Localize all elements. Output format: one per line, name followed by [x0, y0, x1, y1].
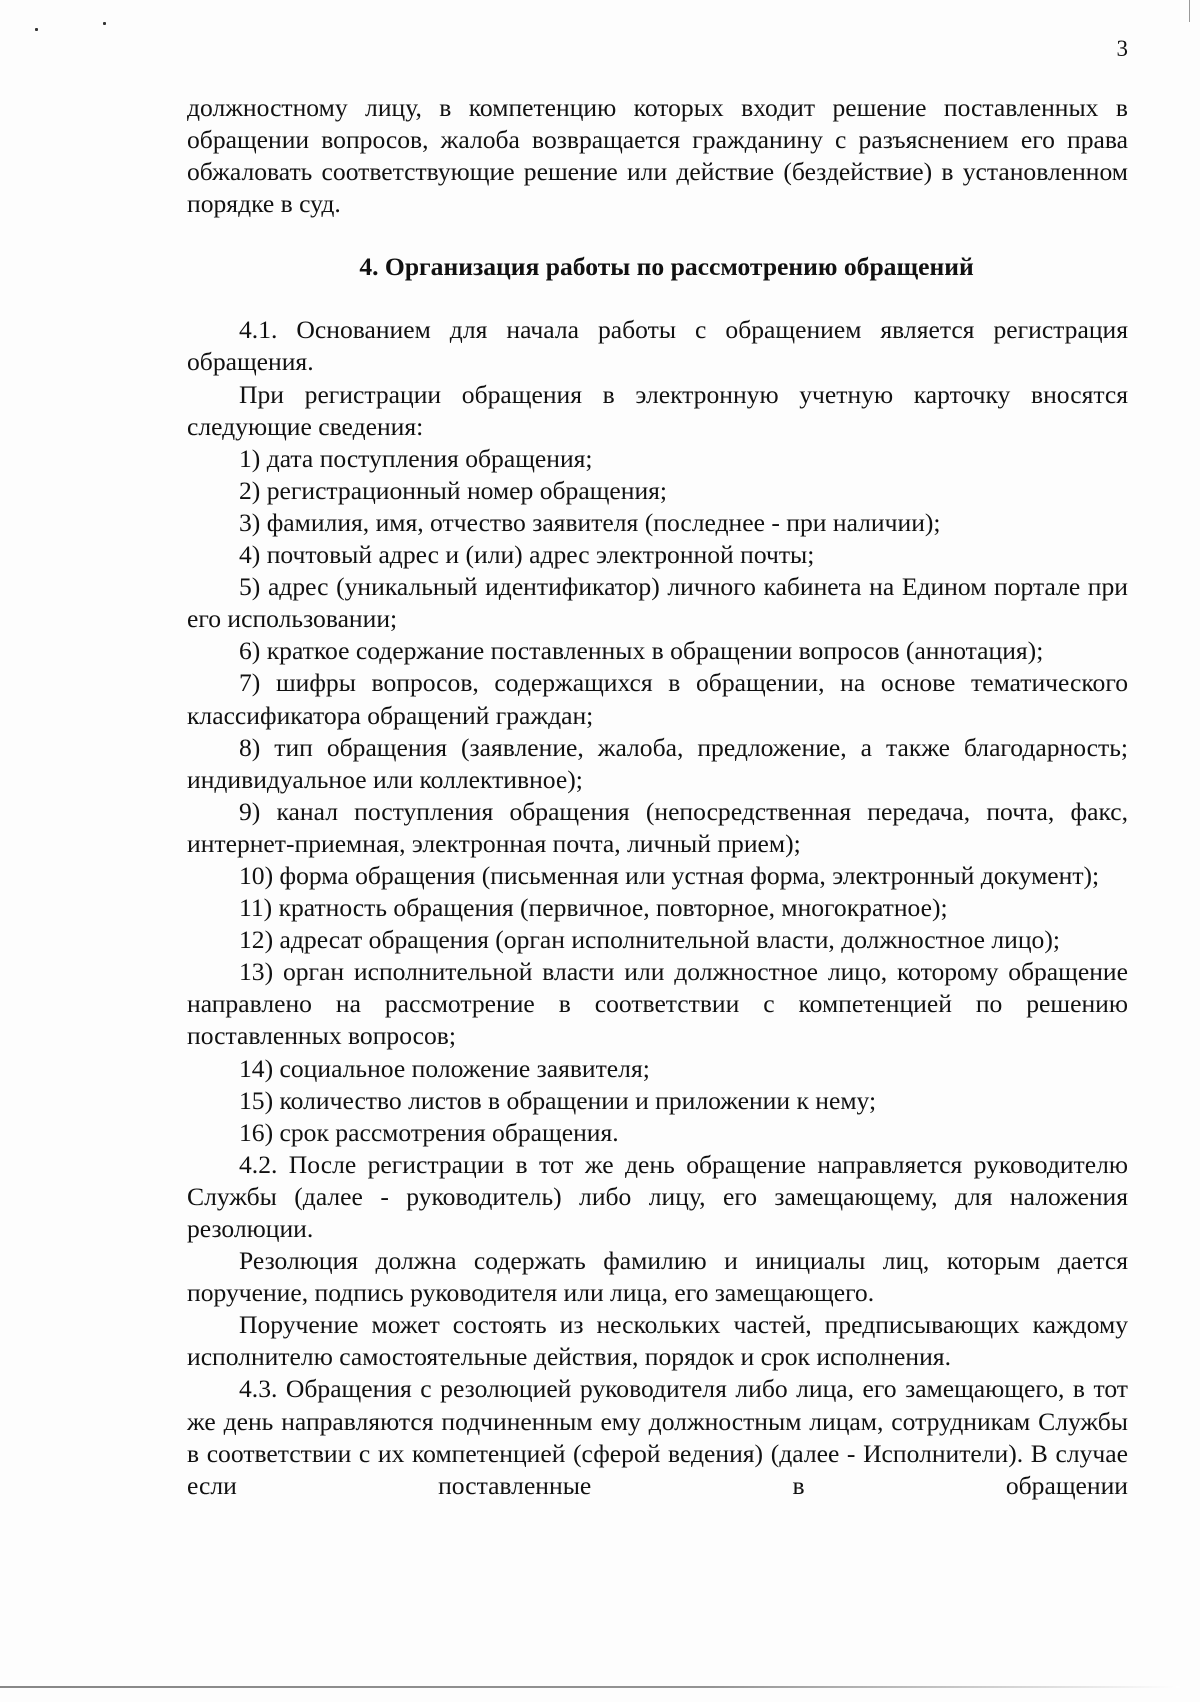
list-item-3: 3) фамилия, имя, отчество заявителя (последнее - при наличии); [239, 507, 941, 537]
list-item-1: 1) дата поступления обращения; [239, 443, 593, 473]
list-item-10: 10) форма обращения (письменная или устная форма, электронный документ); [239, 860, 1100, 890]
document-body [187, 92, 1128, 1502]
list-item-12: 12) адресат обращения (орган исполнительной власти, должностное лицо); [239, 925, 1060, 955]
list-item-4: 4) почтовый адрес и (или) адрес электронной почты; [239, 540, 815, 570]
list-item-8: 8) тип обращения (заявление, жалоба, предложение, а также благодарность; индивидуальное или коллективное); [187, 732, 1128, 794]
list-item-15: 15) количество листов в обращении и приложении к нему; [239, 1085, 877, 1115]
list-item-6: 6) краткое содержание поставленных в обращении вопросов (аннотация); [239, 636, 1044, 666]
scan-speck [35, 28, 38, 31]
paragraph-4-1: 4.1. Основанием для начала работы с обращением является регистрация обращения. [187, 315, 1128, 377]
paragraph-4-2: 4.2. После регистрации в тот же день обращение направляется руководителю Службы (далее - руководитель) либо лицу, его замещающему, для наложения резолюции. [187, 1149, 1128, 1243]
list-item-2: 2) регистрационный номер обращения; [239, 475, 668, 505]
scan-edge-mark [1189, 0, 1190, 22]
list-item-16: 16) срок рассмотрения обращения. [239, 1117, 619, 1147]
list-item-14: 14) социальное положение заявителя; [239, 1053, 650, 1083]
page-number: 3 [1116, 36, 1128, 61]
section-heading: 4. Организация работы по рассмотрению обращений [359, 252, 974, 282]
list-item-7: 7) шифры вопросов, содержащихся в обращении, на основе тематического классификатора обращений граждан; [187, 668, 1128, 730]
paragraph-registration: При регистрации обращения в электронную учетную карточку вносятся следующие сведения: [187, 379, 1128, 441]
scan-bottom-edge [0, 1686, 1180, 1688]
paragraph-4-3: 4.3. Обращения с резолюцией руководителя либо лица, его замещающего, в тот же день направляются подчиненным ему должностным лицам, сотрудникам Службы в соответствии с их компетенцией (сферой ведения) (далее - Исполнители). В случае если поставленные в обращении [187, 1374, 1128, 1500]
paragraph-instruction: Поручение может состоять из нескольких частей, предписывающих каждому исполнителю самостоятельные действия, порядок и срок исполнения. [187, 1310, 1128, 1372]
list-item-11: 11) кратность обращения (первичное, повторное, многократное); [239, 893, 948, 923]
list-item-13: 13) орган исполнительной власти или должностное лицо, которому обращение направлено на рассмотрение в соответствии с компетенцией по решению поставленных вопросов; [187, 957, 1128, 1051]
paragraph-resolution: Резолюция должна содержать фамилию и инициалы лиц, которым дается поручение, подпись руководителя или лица, его замещающего. [187, 1246, 1128, 1308]
scan-speck [103, 22, 106, 25]
continued-paragraph: должностному лицу, в компетенцию которых входит решение поставленных в обращении вопросов, жалоба возвращается гражданину с разъяснением его права обжаловать соответствующие решение или действие (бездействие) в установленном порядке в суд. [187, 93, 1128, 219]
list-item-5: 5) адрес (уникальный идентификатор) личного кабинета на Едином портале при его использовании; [187, 572, 1128, 634]
list-item-9: 9) канал поступления обращения (непосредственная передача, почта, факс, интернет-приемная, электронная почта, личный прием); [187, 796, 1128, 858]
